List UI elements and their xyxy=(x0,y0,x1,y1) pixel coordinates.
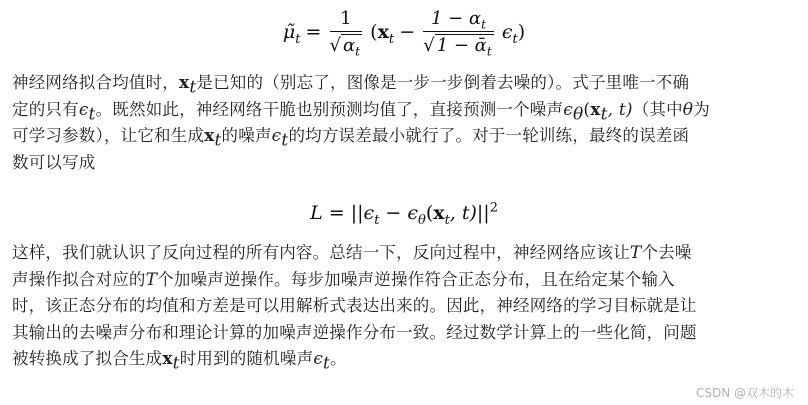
loss-L: L xyxy=(310,202,323,224)
eq-frac-one-over-sqrt-alpha xyxy=(329,8,363,59)
eq-paren-close: ) xyxy=(517,21,526,43)
equation-loss xyxy=(0,202,808,230)
paragraph-2-line-5: 被转换成了拟合生成$x_t$时用到的随机噪声$\epsilon_t$。 xyxy=(12,349,347,374)
watermark: CSDN @双木的木 xyxy=(695,386,794,400)
eq-frac-alpha xyxy=(423,8,494,59)
paragraph-2-line-2: 声操作拟合对应的T个加噪声逆操作。每步加噪声逆操作符合正态分布，且在给定某个输入 xyxy=(12,269,675,290)
loss-paren-open: ( xyxy=(425,202,434,224)
eq-x: $x_t$ xyxy=(377,21,395,47)
eq-equals: = xyxy=(305,21,322,43)
eq-lhs: $\mũ_t$ xyxy=(282,21,301,47)
paragraph-1-line-4: 数可以写成 xyxy=(12,152,96,172)
paragraph-1-line-3: 可学习参数），让它和生成$x_t$的噪声$\epsilon_t$的均方误差最小就行了。对于一轮训练，最终的误差函 xyxy=(12,126,690,151)
frac2-denominator: √ 1 − ᾱ$_t$ xyxy=(423,35,492,59)
loss-theta-sub: θ xyxy=(418,212,426,228)
loss-x: x xyxy=(433,202,445,224)
loss-epsilon-sub: t xyxy=(374,212,380,228)
paragraph-2-line-3: 时，该正态分布的均值和方差是可以用解析式表达出来的。因此，神经网络的学习目标就是让 xyxy=(12,296,697,315)
loss-epsilon-theta: ϵ xyxy=(407,202,419,224)
equation-mean xyxy=(0,8,808,64)
loss-epsilon: ϵ xyxy=(363,202,375,224)
paragraph-2-line-4: 其输出的去噪声分布和理论计算的加噪声逆操作分布一致。经过数学计算上的一些化简，问题 xyxy=(12,322,697,342)
paragraph-1-line-1: 神经网络拟合均值时，$x_t$是已知的（别忘了，图像是一步一步倒着去噪的）。式子里唯一不确 xyxy=(12,73,690,98)
paragraph-1 xyxy=(12,70,802,176)
loss-x-sub: t xyxy=(444,212,450,228)
frac-denominator: √ $\alpha_t$ xyxy=(329,35,361,59)
loss-equals: = || xyxy=(322,202,364,224)
frac2-numerator: $1 - \alpha_t$ xyxy=(423,8,494,32)
eq-minus: − xyxy=(399,21,416,43)
loss-square: 2 xyxy=(489,200,498,216)
frac-numerator: 1 xyxy=(330,8,363,32)
loss-minus: − xyxy=(379,202,408,224)
paragraph-1-line-2: 定的只有$\epsilon_t$。既然如此，神经网络干脆也别预测均值了，直接预测一个噪声$\epsilon_\theta(x_t$, t)（其中θ为 xyxy=(12,99,710,124)
paragraph-2 xyxy=(12,240,802,373)
paragraph-2-line-1: 这样，我们就认识了反向过程的所有内容。总结一下，反向过程中，神经网络应该让T个去噪 xyxy=(12,243,692,263)
eq-paren-open: ( xyxy=(370,21,378,43)
loss-args-rest: , t)|| xyxy=(449,202,490,224)
eq-epsilon: $\epsilon_t$ xyxy=(501,21,518,47)
